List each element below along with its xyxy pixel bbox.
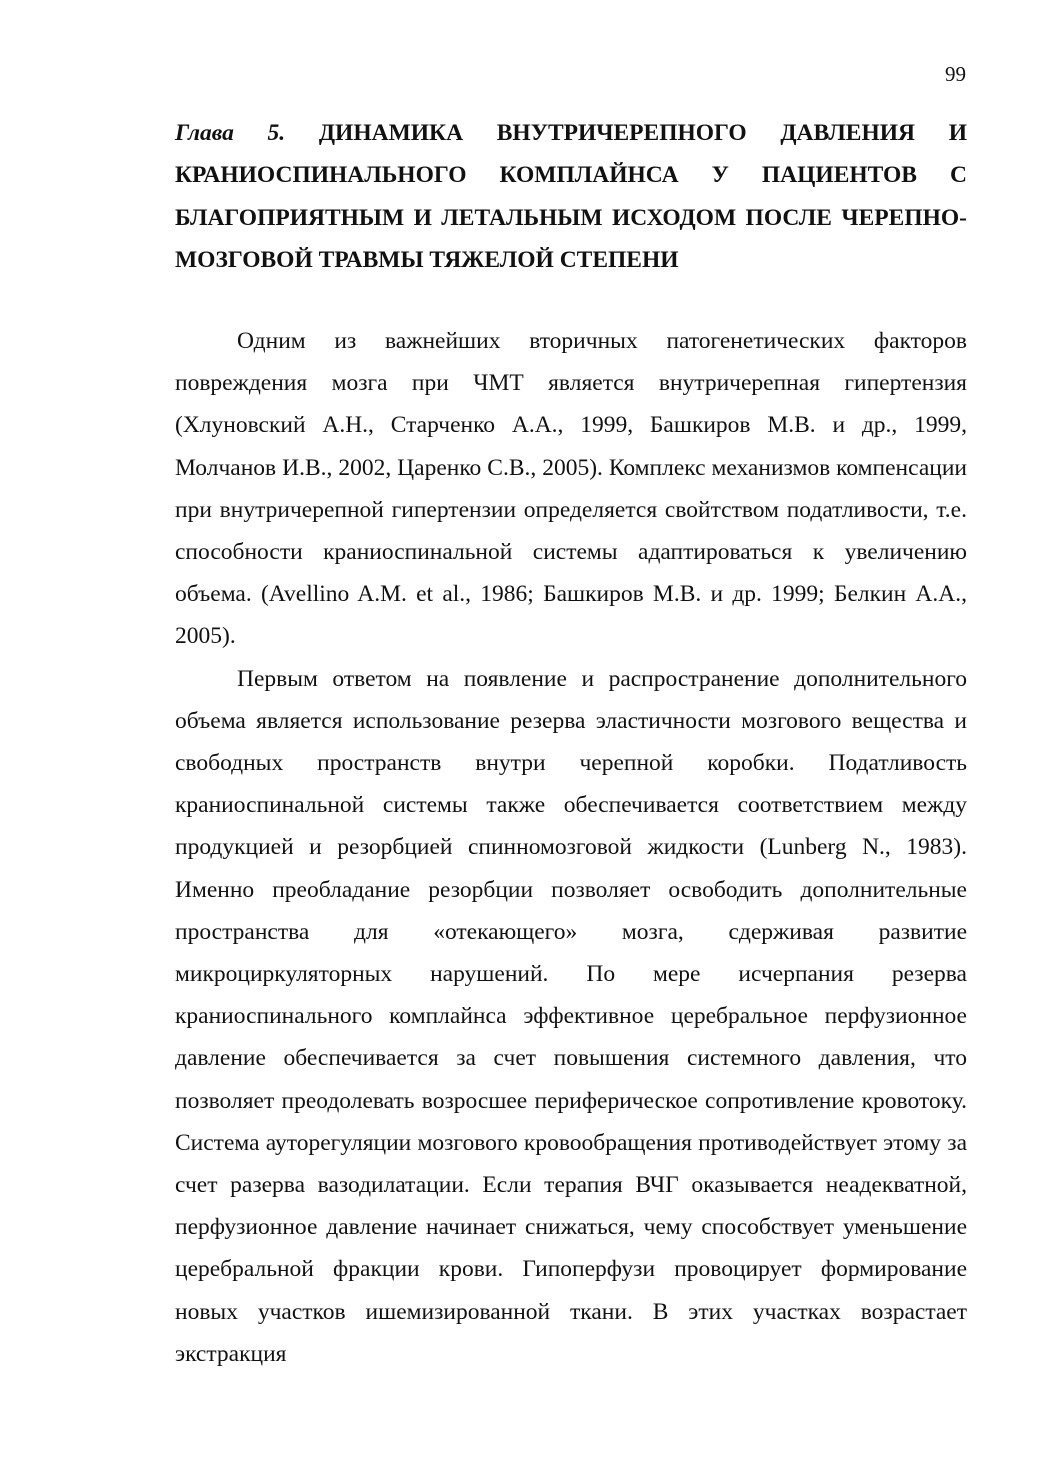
chapter-heading <box>175 112 967 281</box>
body-text <box>175 320 967 1375</box>
paragraph-2: Первым ответом на появление и распространение дополнительного объема является использование резерва эластичности мозгового вещества и свободных пространств внутри черепной коробки. Податливость краниоспинальной системы также обеспечивается соответствием между продукцией и резорбцией спинномозговой жидкости (Lunberg N., 1983). Именно преобладание резорбции позволяет освободить дополнительные пространства для «отекающего» мозга, сдерживая развитие микроциркуляторных нарушений. По мере исчерпания резерва краниоспинального комплайнса эффективное церебральное перфузионное давление обеспечивается за счет повышения системного давления, что позволяет преодолевать возросшее периферическое сопротивление кровотоку. Система ауторегуляции мозгового кровообращения противодействует этому за счет разерва вазодилатации. Если терапия ВЧГ оказывается неадекватной, перфузионное давление начинает снижаться, чему способствует уменьшение церебральной фракции крови. Гипоперфузи провоцирует формирование новых участков ишемизированной ткани. В этих участках возрастает экстракция <box>175 665 967 1367</box>
paragraph-1: Одним из важнейших вторичных патогенетических факторов повреждения мозга при ЧМТ является внутричерепная гипертензия (Хлуновский А.Н., Старченко А.А., 1999, Башкиров М.В. и др., 1999, Молчанов И.В., 2002, Царенко С.В., 2005). Комплекс механизмов компенсации при внутричерепной гипертензии определяется свойтством податливости, т.е. способности краниоспинальной системы адаптироваться к увеличению объема. (Avellino A.M. et al., 1986; Башкиров М.В. и др. 1999; Белкин А.А., 2005). <box>175 328 967 650</box>
chapter-label: Глава 5. <box>175 120 286 146</box>
chapter-title: ДИНАМИКА ВНУТРИЧЕРЕПНОГО ДАВЛЕНИЯ И КРАНИОСПИНАЛЬНОГО КОМПЛАЙНСА У ПАЦИЕНТОВ С БЛАГОПРИЯТНЫМ И ЛЕТАЛЬНЫМ ИСХОДОМ ПОСЛЕ ЧЕРЕПНО-МОЗГОВОЙ ТРАВМЫ ТЯЖЕЛОЙ СТЕПЕНИ <box>175 120 967 273</box>
page-number: 99 <box>945 62 966 86</box>
